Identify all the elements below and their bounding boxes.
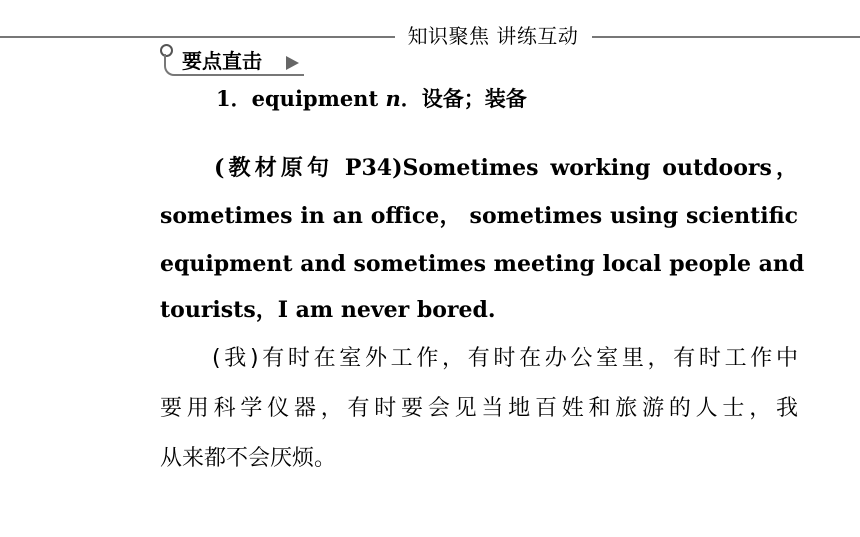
item-part-of-speech: n [385,86,401,111]
translation [160,334,798,484]
translation-line: (我)有时在室外工作，有时在办公室里，有时工作中 [212,346,798,371]
source-sentence-line: equipment and sometimes meeting local people and [160,251,805,277]
item-meaning: 设备；装备 [421,87,527,111]
item-word: equipment [251,86,379,111]
source-sentence [160,144,805,332]
section-tag [160,44,302,76]
triangle-right-icon [286,56,299,70]
item-number: 1． [216,86,252,111]
header-divider-right [592,36,860,38]
translation-line: 要用科学仪器，有时要会见当地百姓和旅游的人士，我 [160,396,798,421]
item-dot: ． [400,86,422,111]
source-sentence-line: (教材原句 P34)Sometimes working outdoors， [214,155,798,181]
section-label: 要点直击 [182,49,262,73]
header-title: 知识聚焦 讲练互动 [407,24,579,48]
vocab-item-heading [216,84,527,114]
translation-line: 从来都不会厌烦。 [160,446,337,471]
source-sentence-line: sometimes in an office， sometimes using scientific [160,203,798,229]
source-sentence-line: tourists，I am never bored. [160,297,496,323]
header-divider-left [0,36,395,38]
